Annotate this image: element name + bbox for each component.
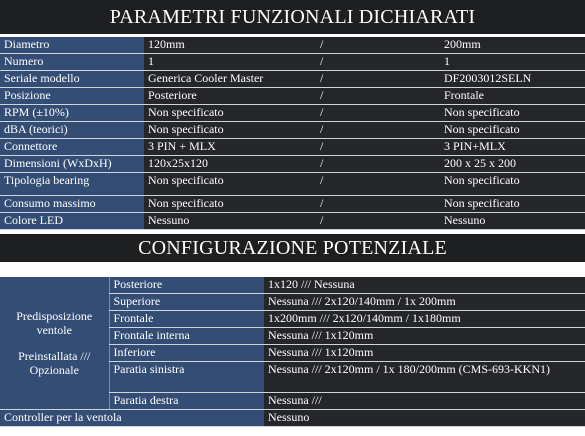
param-row (0, 37, 585, 54)
config-group-label (0, 277, 109, 410)
param-separator: / (316, 173, 440, 196)
group-spacer (2, 337, 107, 349)
config-label: Inferiore (109, 345, 264, 362)
config-value: Nessuna /// 1x120mm (264, 328, 585, 345)
param-value-2: Non specificato (440, 122, 585, 139)
param-label: Posizione (0, 88, 144, 105)
param-value-1: 3 PIN + MLX (144, 139, 316, 156)
config-value: 1x200mm /// 2x120/140mm / 1x180mm (264, 311, 585, 328)
param-value-1: Generica Cooler Master (144, 71, 316, 88)
param-value-1: 1 (144, 54, 316, 71)
controller-label: Controller per la ventola (0, 410, 264, 427)
param-label: Seriale modello (0, 71, 144, 88)
param-label: Connettore (0, 139, 144, 156)
config-value: Nessuna /// 2x120mm / 1x 180/200mm (CMS-693-KKN1) (264, 362, 585, 393)
controller-value: Nessuno (264, 410, 585, 427)
param-separator: / (316, 156, 440, 173)
config-value: Nessuna /// 2x120/140mm / 1x 200mm (264, 294, 585, 311)
param-label: Numero (0, 54, 144, 71)
param-row (0, 105, 585, 122)
param-value-2: 3 PIN+MLX (440, 139, 585, 156)
param-label: Dimensioni (WxDxH) (0, 156, 144, 173)
param-label: RPM (±10%) (0, 105, 144, 122)
config-label: Frontale interna (109, 328, 264, 345)
param-value-1: 120mm (144, 37, 316, 54)
param-row (0, 173, 585, 196)
param-value-1: Non specificato (144, 196, 316, 213)
group-label-preinstallata: Preinstallata /// Opzionale (18, 349, 91, 377)
param-value-2: Nessuno (440, 213, 585, 230)
param-separator: / (316, 105, 440, 122)
param-value-2: Frontale (440, 88, 585, 105)
param-separator: / (316, 88, 440, 105)
config-label: Paratia destra (109, 393, 264, 410)
param-label: dBA (teorici) (0, 122, 144, 139)
param-separator: / (316, 37, 440, 54)
param-row (0, 71, 585, 88)
param-value-1: Posteriore (144, 88, 316, 105)
param-label: Consumo massimo (0, 196, 144, 213)
param-row (0, 122, 585, 139)
config-value: Nessuna /// (264, 393, 585, 410)
param-value-2: Non specificato (440, 105, 585, 122)
param-row (0, 139, 585, 156)
param-separator: / (316, 139, 440, 156)
param-separator: / (316, 196, 440, 213)
group-label-predisposizione: Predisposizione ventole (16, 309, 93, 337)
param-value-2: DF2003012SELN (440, 71, 585, 88)
param-value-1: Non specificato (144, 105, 316, 122)
param-value-1: 120x25x120 (144, 156, 316, 173)
section-title-parametri: PARAMETRI FUNZIONALI DICHIARATI (0, 0, 585, 34)
param-value-1: Non specificato (144, 122, 316, 139)
parametri-table (0, 37, 585, 230)
param-value-1: Non specificato (144, 173, 316, 196)
param-row (0, 88, 585, 105)
config-label: Posteriore (109, 277, 264, 294)
param-label: Tipologia bearing (0, 173, 144, 196)
param-value-2: Non specificato (440, 173, 585, 196)
configurazione-table (0, 277, 585, 427)
config-label: Superiore (109, 294, 264, 311)
param-label: Colore LED (0, 213, 144, 230)
config-value: Nessuna /// 1x120mm (264, 345, 585, 362)
param-value-2: Non specificato (440, 196, 585, 213)
param-label: Diametro (0, 37, 144, 54)
param-row (0, 196, 585, 213)
section-title-configurazione: CONFIGURAZIONE POTENZIALE (0, 234, 585, 262)
param-separator: / (316, 213, 440, 230)
param-separator: / (316, 122, 440, 139)
controller-row (0, 410, 585, 427)
config-label: Paratia sinistra (109, 362, 264, 393)
param-value-2: 200mm (440, 37, 585, 54)
param-row (0, 54, 585, 71)
param-separator: / (316, 54, 440, 71)
param-row (0, 213, 585, 230)
param-separator: / (316, 71, 440, 88)
param-value-1: Nessuno (144, 213, 316, 230)
config-row (0, 277, 585, 294)
config-label: Frontale (109, 311, 264, 328)
param-value-2: 200 x 25 x 200 (440, 156, 585, 173)
param-row (0, 156, 585, 173)
param-value-2: 1 (440, 54, 585, 71)
config-value: 1x120 /// Nessuna (264, 277, 585, 294)
